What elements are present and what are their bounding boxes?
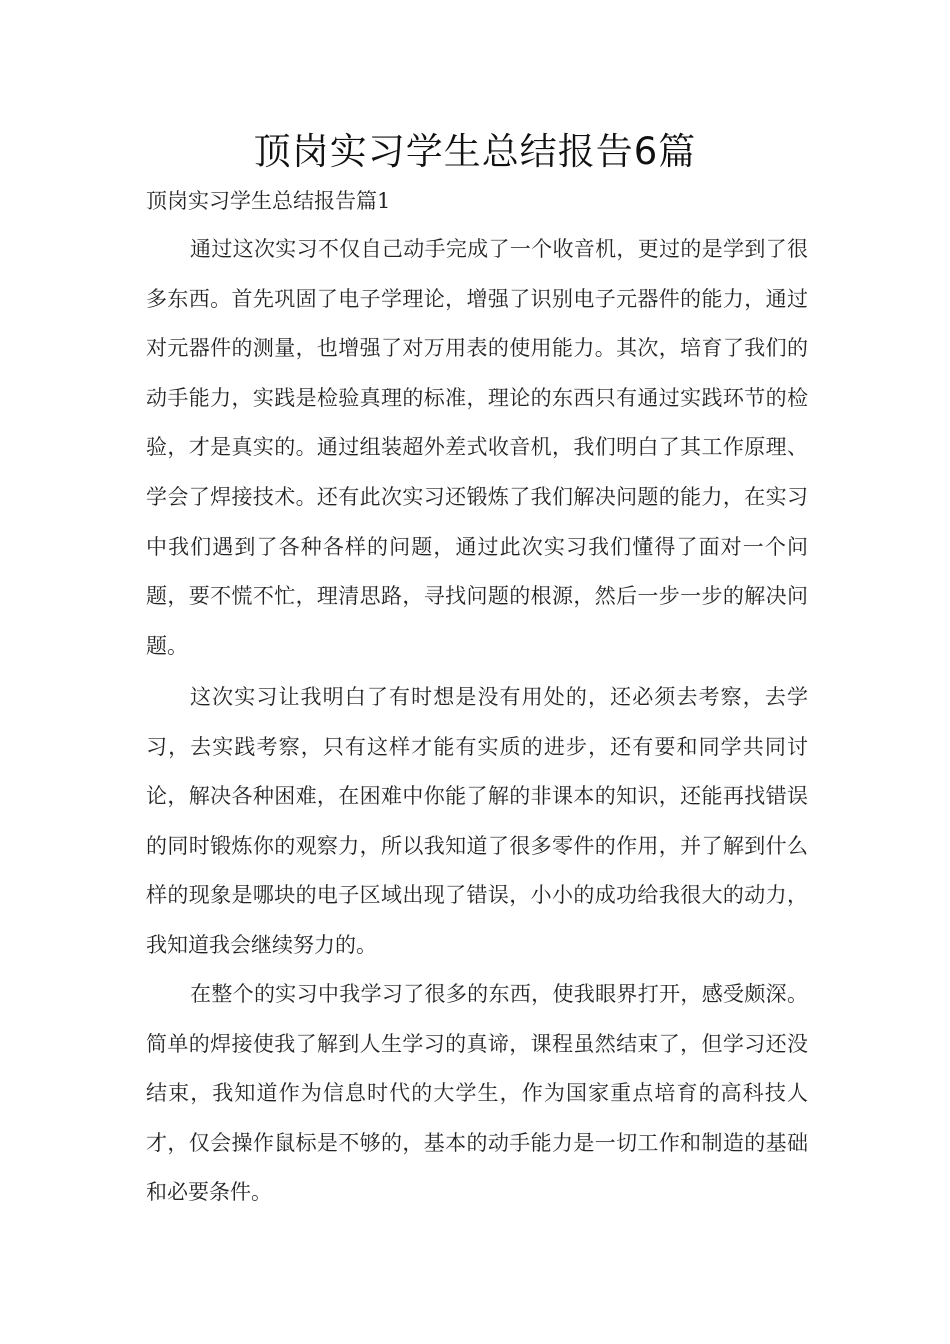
paragraph-2: 这次实习让我明白了有时想是没有用处的，还必须去考察，去学习，去实践考察，只有这样才能有实质的进步，还有要和同学共同讨论，解决各种困难，在困难中你能了解的非课本的知识，还能再找错误的同时锻炼你的观察力，所以我知道了很多零件的作用，并了解到什么样的现象是哪块的电子区域出现了错误，小小的成功给我很大的动力，我知道我会继续努力的。 — [146, 685, 808, 957]
document-title: 顶岗实习学生总结报告6篇 — [253, 130, 697, 173]
section-heading: 顶岗实习学生总结报告篇1 — [146, 189, 391, 213]
paragraph-1: 通过这次实习不仅自己动手完成了一个收音机，更过的是学到了很多东西。首先巩固了电子学理论，增强了识别电子元器件的能力，通过对元器件的测量，也增强了对万用表的使用能力。其次，培育了我们的动手能力，实践是检验真理的标准，理论的东西只有通过实践环节的检验，才是真实的。通过组装超外差式收音机，我们明白了其工作原理、学会了焊接技术。还有此次实习还锻炼了我们解决问题的能力，在实习中我们遇到了各种各样的问题，通过此次实习我们懂得了面对一个问题，要不慌不忙，理清思路，寻找问题的根源，然后一步一步的解决问题。 — [146, 237, 808, 658]
paragraph-3: 在整个的实习中我学习了很多的东西，使我眼界打开，感受颇深。简单的焊接使我了解到人生学习的真谛，课程虽然结束了，但学习还没结束，我知道作为信息时代的大学生，作为国家重点培育的高科技人才，仅会操作鼠标是不够的，基本的动手能力是一切工作和制造的基础和必要条件。 — [146, 982, 808, 1205]
